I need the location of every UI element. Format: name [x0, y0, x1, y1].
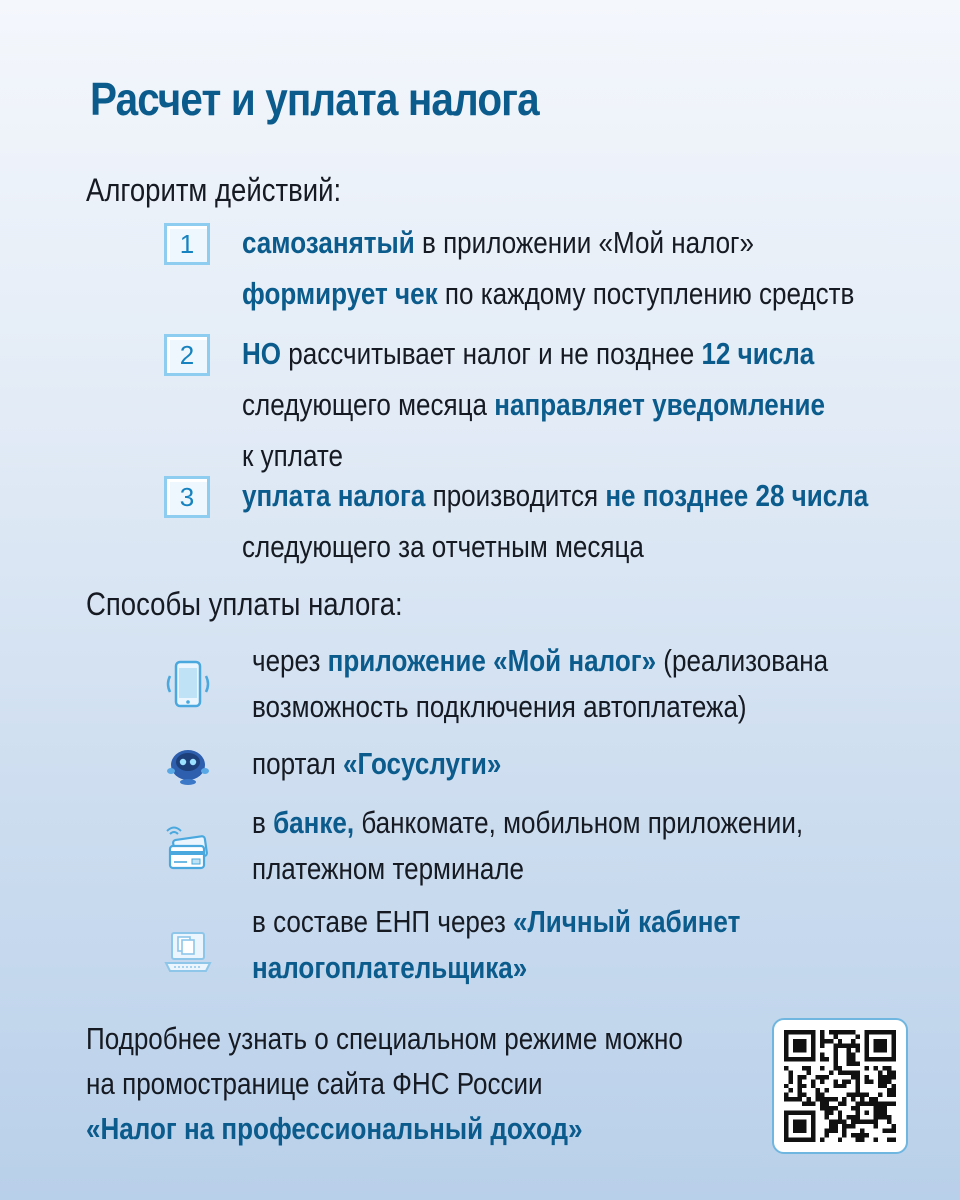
step-text [242, 328, 825, 481]
page-title: Расчет и уплата налога [90, 73, 539, 125]
step-text-fragment: следующего за отчетным месяца [242, 529, 644, 564]
laptop-icon [160, 923, 216, 979]
method-text [252, 899, 740, 991]
method-highlight: «Госуслуги» [343, 746, 502, 781]
footer-line: на промостранице сайта ФНС России [86, 1066, 543, 1101]
step-highlight: самозанятый [242, 225, 415, 260]
method-text-fragment: портал [252, 746, 344, 781]
qr-code-pattern [784, 1030, 896, 1142]
step-text-fragment: следующего месяца [242, 387, 495, 422]
step-highlight: НО [242, 336, 282, 371]
step-text-fragment: производится [425, 478, 606, 513]
footer-link[interactable]: «Налог на профессиональный доход» [86, 1111, 583, 1146]
step-text-fragment: рассчитывает налог и не позднее [281, 336, 702, 371]
step-number-badge: 3 [164, 476, 210, 518]
step-text [242, 470, 868, 572]
step-highlight: направляет уведомление [494, 387, 826, 422]
smartphone-icon [160, 656, 216, 712]
step-text-fragment: по каждому поступлению средств [437, 276, 855, 311]
step-highlight: уплата налога [242, 478, 426, 513]
method-text [252, 800, 803, 892]
footer-text [86, 1016, 683, 1151]
method-text-fragment: через [252, 643, 328, 678]
step-number-badge: 1 [164, 223, 210, 265]
footer-line: Подробнее узнать о специальном режиме можно [86, 1021, 683, 1056]
method-highlight: «Личный кабинет [513, 904, 741, 939]
method-text-fragment: в [252, 805, 274, 840]
method-text [252, 741, 501, 787]
method-text-fragment: возможность подключения автоплатежа) [252, 689, 747, 724]
qr-code[interactable] [772, 1018, 908, 1154]
method-highlight: банке, [273, 805, 355, 840]
step-number-badge: 2 [164, 334, 210, 376]
bank-card-icon [160, 820, 216, 876]
method-highlight: налогоплательщика» [252, 950, 528, 985]
method-text-fragment: (реализована [656, 643, 829, 678]
method-text-fragment: банкомате, мобильном приложении, [354, 805, 804, 840]
payment-methods-label: Способы уплаты налога: [86, 586, 403, 622]
method-highlight: приложение «Мой налог» [327, 643, 657, 678]
gosuslugi-robot-icon [160, 737, 216, 793]
method-text [252, 638, 828, 730]
method-text-fragment: платежном терминале [252, 851, 525, 886]
step-highlight: формирует чек [242, 276, 438, 311]
method-text-fragment: в составе ЕНП через [252, 904, 514, 939]
step-text-fragment: в приложении «Мой налог» [414, 225, 755, 260]
step-text-fragment: к уплате [242, 438, 343, 473]
algorithm-label: Алгоритм действий: [86, 172, 342, 208]
step-highlight: не позднее 28 числа [605, 478, 869, 513]
step-highlight: 12 числа [701, 336, 815, 371]
step-text [242, 217, 854, 319]
